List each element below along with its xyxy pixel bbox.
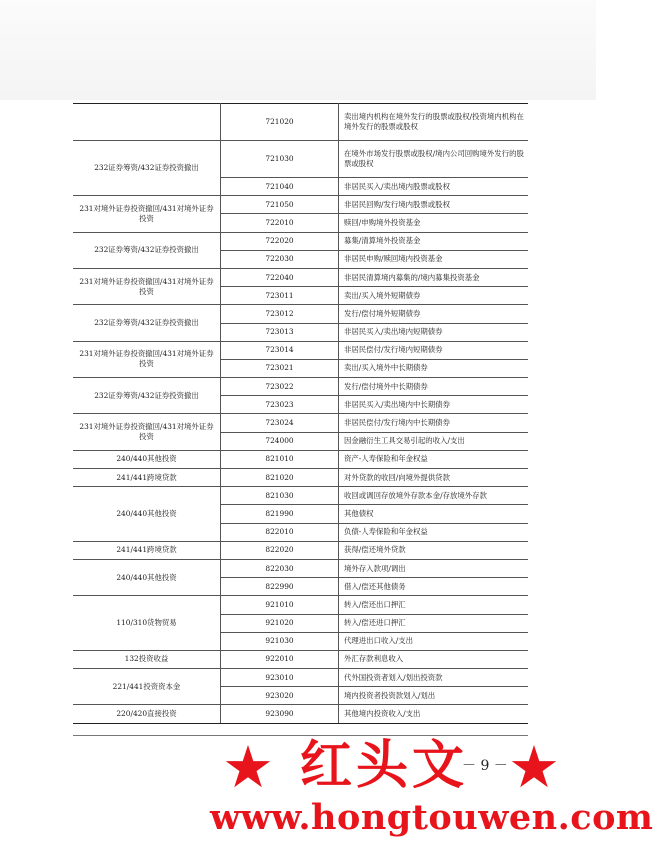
category-cell: 240/440其他投资 xyxy=(73,559,221,595)
category-cell: 240/440其他投资 xyxy=(73,450,221,468)
category-cell: 132投资收益 xyxy=(73,650,221,668)
code-cell: 921030 xyxy=(221,632,339,650)
description-cell: 代外国投资者划入/划出投资款 xyxy=(339,669,529,687)
code-cell: 722040 xyxy=(221,268,339,286)
category-cell: 220/420直接投资 xyxy=(73,705,221,723)
code-cell: 721020 xyxy=(221,104,339,141)
description-cell: 非居民清算境内募集的/境内募集投资基金 xyxy=(339,268,529,286)
code-cell: 723012 xyxy=(221,305,339,323)
category-cell: 231对境外证券投资撤回/431对境外证券投资 xyxy=(73,341,221,377)
table-row xyxy=(73,487,528,505)
description-cell: 因金融衍生工具交易引起的收入/支出 xyxy=(339,432,529,450)
code-cell: 723024 xyxy=(221,414,339,432)
code-cell: 921020 xyxy=(221,614,339,632)
code-cell: 821010 xyxy=(221,450,339,468)
code-cell: 822990 xyxy=(221,578,339,596)
description-cell: 外汇存款利息收入 xyxy=(339,650,529,668)
code-cell: 923010 xyxy=(221,669,339,687)
watermark-url[interactable]: www.hongtouwen.com xyxy=(210,797,653,838)
code-cell: 721040 xyxy=(221,178,339,196)
code-cell: 923020 xyxy=(221,687,339,705)
description-cell: 发行/偿付境外短期债券 xyxy=(339,305,529,323)
code-cell: 822020 xyxy=(221,541,339,559)
code-cell: 822030 xyxy=(221,559,339,577)
category-cell: 232证券筹资/432证券投资撤出 xyxy=(73,232,221,268)
description-cell: 卖出境内机构在境外发行的股票或股权/投资境内机构在境外发行的股票或股权 xyxy=(339,104,529,141)
description-cell: 境内投资者投资款划入/划出 xyxy=(339,687,529,705)
table-row xyxy=(73,541,528,559)
table-row xyxy=(73,469,528,487)
description-cell: 募集/清算境外投资基金 xyxy=(339,232,529,250)
code-cell: 922010 xyxy=(221,650,339,668)
table-row xyxy=(73,232,528,250)
table-row xyxy=(73,378,528,396)
category-cell: 240/440其他投资 xyxy=(73,487,221,542)
code-table xyxy=(73,103,528,724)
description-cell: 境外存入款项/调出 xyxy=(339,559,529,577)
code-cell: 923090 xyxy=(221,705,339,723)
table-row xyxy=(73,559,528,577)
description-cell: 收回或调回存放境外存款本金/存放境外存款 xyxy=(339,487,529,505)
code-cell: 822010 xyxy=(221,523,339,541)
code-cell: 821020 xyxy=(221,469,339,487)
table-row xyxy=(73,196,528,214)
description-cell: 在境外市场发行股票或股权/境内公司回购境外发行的股票或股权 xyxy=(339,141,529,178)
code-cell: 723022 xyxy=(221,378,339,396)
code-cell: 723023 xyxy=(221,396,339,414)
code-cell: 724000 xyxy=(221,432,339,450)
category-cell: 231对境外证券投资撤回/431对境外证券投资 xyxy=(73,414,221,450)
description-cell: 负债-人寿保险和年金权益 xyxy=(339,523,529,541)
description-cell: 发行/偿付境外中长期债券 xyxy=(339,378,529,396)
description-cell: 赎回/申购境外投资基金 xyxy=(339,214,529,232)
code-cell: 721050 xyxy=(221,196,339,214)
code-cell: 722010 xyxy=(221,214,339,232)
table-row xyxy=(73,596,528,614)
category-cell: 221/441投资资本金 xyxy=(73,669,221,705)
code-cell: 821030 xyxy=(221,487,339,505)
description-cell: 转入/偿还进口押汇 xyxy=(339,614,529,632)
table-row xyxy=(73,268,528,286)
category-cell: 241/441跨境贷款 xyxy=(73,541,221,559)
table-row xyxy=(73,141,528,178)
category-cell: 232证券筹资/432证券投资撤出 xyxy=(73,141,221,196)
table-row xyxy=(73,341,528,359)
code-cell: 723021 xyxy=(221,359,339,377)
page-number: － 9 － xyxy=(462,758,508,774)
code-cell: 723014 xyxy=(221,341,339,359)
description-cell: 借入/偿还其他债务 xyxy=(339,578,529,596)
description-cell: 对外贷款的收回/向境外提供贷款 xyxy=(339,469,529,487)
star-icon: ★ xyxy=(222,733,274,801)
category-cell: 231对境外证券投资撤回/431对境外证券投资 xyxy=(73,196,221,232)
table-row xyxy=(73,650,528,668)
description-cell: 非居民偿付/发行境内中长期债券 xyxy=(339,414,529,432)
code-cell: 921010 xyxy=(221,596,339,614)
code-cell: 723013 xyxy=(221,323,339,341)
description-cell: 卖出/买入境外中长期债券 xyxy=(339,359,529,377)
category-cell: 232证券筹资/432证券投资撤出 xyxy=(73,378,221,414)
code-cell: 721030 xyxy=(221,141,339,178)
description-cell: 转入/偿还出口押汇 xyxy=(339,596,529,614)
description-cell: 非居民偿付/发行境内短期债券 xyxy=(339,341,529,359)
description-cell: 代理进出口收入/支出 xyxy=(339,632,529,650)
description-cell: 卖出/买入境外短期债券 xyxy=(339,287,529,305)
description-cell: 非居民买入/卖出境内短期债券 xyxy=(339,323,529,341)
category-cell: 232证券筹资/432证券投资撤出 xyxy=(73,305,221,341)
category-cell: 241/441跨境贷款 xyxy=(73,469,221,487)
category-cell: 110/310货物贸易 xyxy=(73,596,221,651)
category-cell: 231对境外证券投资撤回/431对境外证券投资 xyxy=(73,268,221,304)
star-icon: ★ xyxy=(508,733,560,801)
code-cell: 723011 xyxy=(221,287,339,305)
watermark-title: 红头文 xyxy=(300,735,469,796)
table-row xyxy=(73,414,528,432)
description-cell: 非居民买入/卖出境内股票或股权 xyxy=(339,178,529,196)
page-header-band xyxy=(0,0,596,100)
description-cell: 非居民回购/发行境内股票或股权 xyxy=(339,196,529,214)
description-cell: 获得/偿还境外贷款 xyxy=(339,541,529,559)
code-cell: 722030 xyxy=(221,250,339,268)
description-cell: 其他债权 xyxy=(339,505,529,523)
code-cell: 821990 xyxy=(221,505,339,523)
table-row xyxy=(73,450,528,468)
table-row xyxy=(73,305,528,323)
description-cell: 其他境内投资收入/支出 xyxy=(339,705,529,723)
description-cell: 资产-人寿保险和年金权益 xyxy=(339,450,529,468)
category-cell xyxy=(73,104,221,141)
table-row xyxy=(73,669,528,687)
description-cell: 非居民申购/赎回境内投资基金 xyxy=(339,250,529,268)
table-row xyxy=(73,104,528,141)
description-cell: 非居民买入/卖出境内中长期债券 xyxy=(339,396,529,414)
code-cell: 722020 xyxy=(221,232,339,250)
